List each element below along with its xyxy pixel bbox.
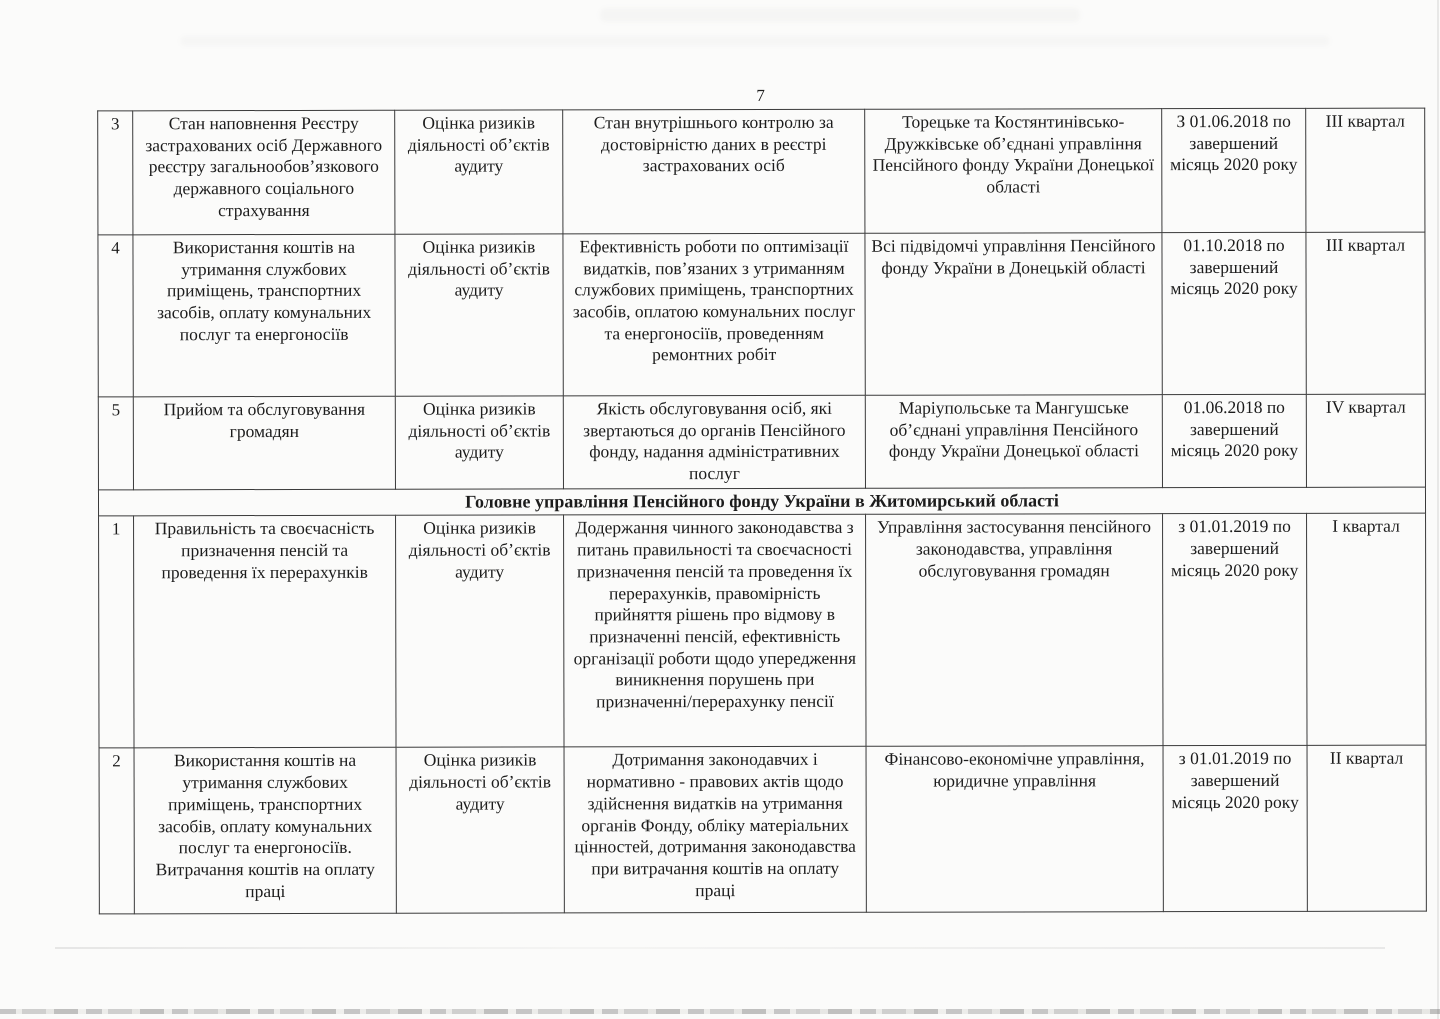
row-number-cell: 1	[99, 516, 134, 748]
page-number: 7	[756, 85, 766, 106]
audit-description-cell: Якість обслуговування осіб, які звертаються до органів Пенсійного фонду, надання адміністративних послуг	[563, 395, 865, 488]
audit-theme-cell: Використання коштів на утримання службових приміщень, транспортних засобів, оплату комунальних послуг та енергоносіїв	[133, 234, 395, 397]
audit-period-cell: з 01.01.2019 по завершений місяць 2020 року	[1163, 746, 1307, 912]
audit-quarter-cell: II квартал	[1307, 746, 1426, 912]
scan-bleed-artifact	[180, 36, 1330, 46]
row-number-cell: 2	[99, 748, 134, 914]
audit-description-cell: Дотримання законодавчих і нормативно - правових актів щодо здійснення видатків на утримання органів Фонду, обліку матеріальних цінностей, дотримання законодавства при витрачання коштів на оплату праці	[564, 747, 866, 914]
scan-line-artifact	[55, 947, 1385, 949]
audit-description-cell: Додержання чинного законодавства з питань правильності та своєчасності призначення пенсій та проведення їх перерахунків, правомірність прийняття рішень про відмову в призначенні пенсій, ефективність організації роботи щодо упередження виникнення порушень при призначенні/перерахунку пенсії	[564, 515, 866, 748]
section-header-row	[98, 487, 1425, 516]
section-header: Головне управління Пенсійного фонду України в Житомирський області	[98, 487, 1425, 516]
audit-quarter-cell: III квартал	[1306, 108, 1425, 232]
audit-period-cell: З 01.06.2018 по завершений місяць 2020 року	[1162, 108, 1306, 232]
row-number-cell: 3	[98, 111, 133, 235]
scan-edge-artifact	[0, 1009, 1440, 1014]
audit-theme-cell: Правильність та своєчасність призначення пенсій та проведення їх перерахунків	[134, 516, 396, 749]
scan-bleed-artifact	[600, 8, 1080, 22]
table-row	[98, 232, 1425, 397]
audit-type-cell: Оцінка ризиків діяльності об’єктів аудиту	[396, 515, 564, 747]
audit-type-cell: Оцінка ризиків діяльності об’єктів аудиту	[395, 396, 563, 489]
audit-theme-cell: Використання коштів на утримання службових приміщень, транспортних засобів, оплату комунальних послуг та енергоносіїв. Витрачання коштів на оплату праці	[134, 748, 396, 915]
audit-period-cell: 01.06.2018 по завершений місяць 2020 року	[1162, 394, 1306, 487]
table-row	[98, 108, 1425, 235]
audit-object-cell: Маріупольське та Мангушське об’єднані управління Пенсійного фонду України Донецької області	[865, 395, 1162, 488]
audit-description-cell: Стан внутрішнього контролю за достовірністю даних в реєстрі застрахованих осіб	[563, 109, 865, 234]
audit-object-cell: Управління застосування пенсійного законодавства, управління обслуговування громадян	[866, 514, 1163, 747]
audit-object-cell: Торецьке та Костянтинівсько-Дружківське об’єднані управління Пенсійного фонду України Донецької області	[865, 109, 1162, 234]
audit-quarter-cell: IV квартал	[1306, 394, 1425, 487]
audit-type-cell: Оцінка ризиків діяльності об’єктів аудиту	[396, 747, 564, 913]
audit-period-cell: з 01.01.2019 по завершений місяць 2020 року	[1163, 514, 1307, 746]
audit-quarter-cell: I квартал	[1307, 514, 1426, 746]
audit-description-cell: Ефективність роботи по оптимізації видатків, пов’язаних з утриманням службових приміщень, транспортних засобів, оплатою комунальних послуг та енергоносіїв, проведенням ремонтних робіт	[563, 233, 865, 396]
audit-object-cell: Всі підвідомчі управління Пенсійного фонду України в Донецькій області	[865, 233, 1162, 396]
audit-type-cell: Оцінка ризиків діяльності об’єктів аудиту	[395, 110, 563, 234]
audit-type-cell: Оцінка ризиків діяльності об’єктів аудиту	[395, 234, 563, 396]
table-row	[99, 514, 1426, 749]
audit-quarter-cell: III квартал	[1306, 232, 1425, 394]
table-row	[99, 746, 1426, 915]
audit-theme-cell: Стан наповнення Реєстру застрахованих осіб Державного реєстру загальнообов’язкового державного соціального страхування	[133, 110, 395, 235]
audit-object-cell: Фінансово-економічне управління, юридичне управління	[866, 746, 1163, 913]
audit-theme-cell: Прийом та обслуговування громадян	[133, 396, 395, 489]
row-number-cell: 5	[98, 397, 133, 490]
row-number-cell: 4	[98, 235, 133, 397]
audit-plan-table	[97, 108, 1427, 915]
audit-period-cell: 01.10.2018 по завершений місяць 2020 року	[1162, 232, 1306, 394]
document-page	[97, 85, 1427, 915]
table-row	[98, 394, 1425, 490]
page-edge-artifact	[1437, 0, 1439, 1019]
